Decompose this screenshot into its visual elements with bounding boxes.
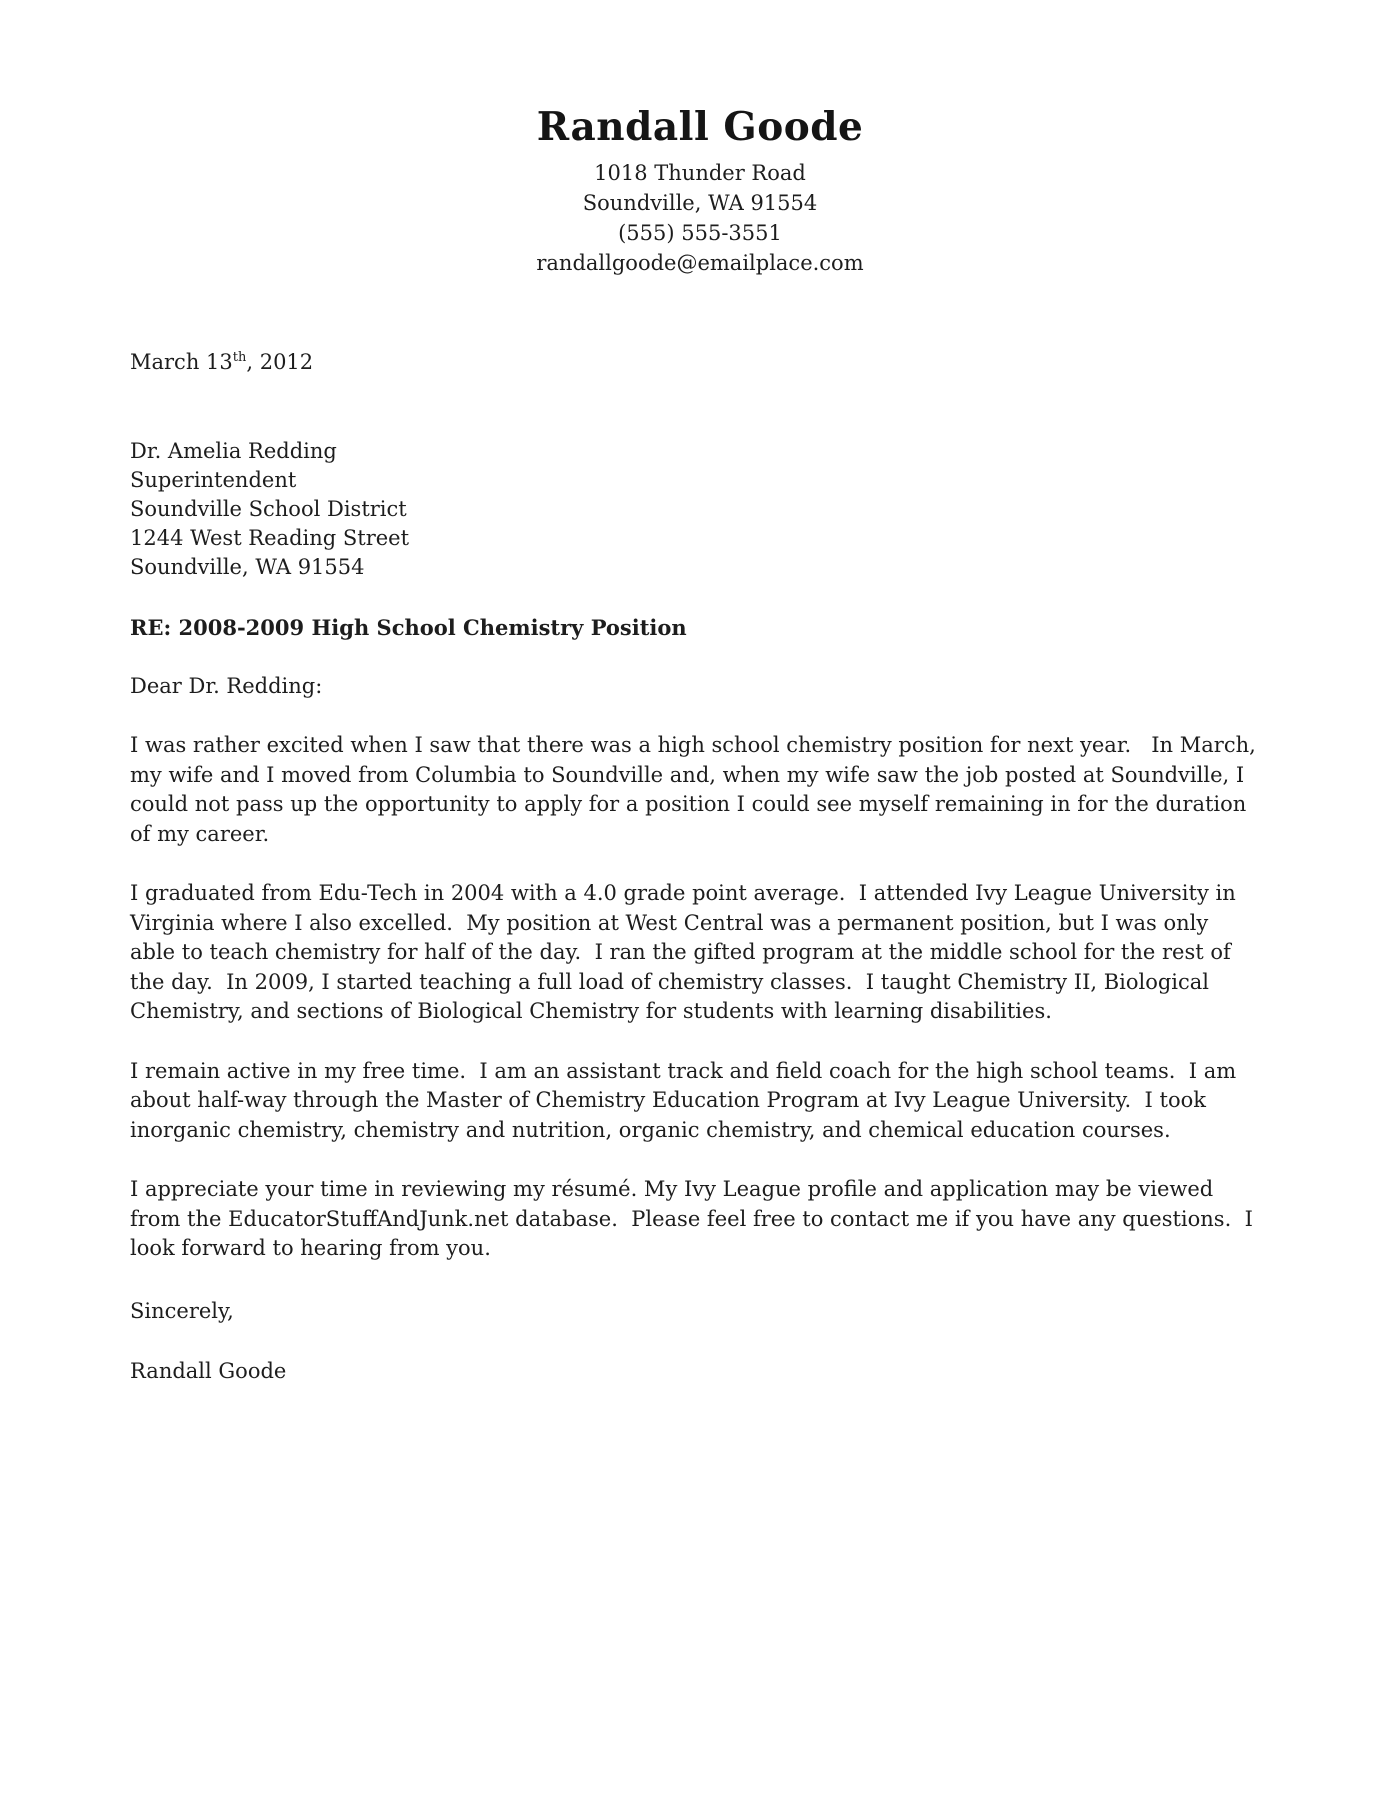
- recipient-name: Dr. Amelia Redding: [130, 439, 337, 463]
- sender-email: randallgoode@emailplace.com: [536, 251, 864, 275]
- recipient-title: Superintendent: [130, 468, 297, 492]
- date-prefix: March 13: [130, 350, 233, 374]
- salutation: Dear Dr. Redding:: [130, 674, 323, 698]
- sender-city-state-zip: Soundville, WA 91554: [582, 191, 818, 215]
- recipient-organization: Soundville School District: [130, 497, 407, 521]
- paragraph-1: I was rather excited when I saw that there was a high school chemistry position for next year. In March, my wife and I moved from Columbia to Soundville and, when my wife saw the job posted at Soundville, I could not pass up the opportunity to apply for a position I could see myself remaining in for the duration of my career.: [130, 733, 1263, 846]
- closing: Sincerely,: [130, 1298, 234, 1323]
- letter-body: [130, 348, 1263, 1386]
- signature-name: Randall Goode: [130, 1358, 287, 1383]
- subject-line: RE: 2008-2009 High School Chemistry Position: [130, 615, 687, 640]
- date-suffix: , 2012: [246, 350, 314, 374]
- paragraph-3: I remain active in my free time. I am an assistant track and field coach for the high school teams. I am about half-way through the Master of Chemistry Education Program at Ivy League University. I took inorganic chemistry, chemistry and nutrition, organic chemistry, and chemical education courses.: [130, 1058, 1243, 1142]
- paragraph-2: I graduated from Edu-Tech in 2004 with a 4.0 grade point average. I attended Ivy League University in Virginia where I also excelled. My position at West Central was a permanent position, but I was only able to teach chemistry for half of the day. I ran the gifted program at the middle school for the rest of the day. In 2009, I started teaching a full load of chemistry classes. I taught Chemistry II, Biological Chemistry, and sections of Biological Chemistry for students with learning disabilities.: [130, 881, 1243, 1023]
- sender-name: Randall Goode: [536, 104, 864, 150]
- sender-contact-block: [0, 158, 1400, 278]
- recipient-street: 1244 West Reading Street: [130, 526, 410, 550]
- recipient-city-state-zip: Soundville, WA 91554: [130, 555, 365, 579]
- sender-phone: (555) 555-3551: [618, 221, 782, 245]
- paragraph-4: I appreciate your time in reviewing my résumé. My Ivy League profile and application may be viewed from the EducatorStuffAndJunk.net database. Please feel free to contact me if you have any questions. I look forward to hearing from you.: [130, 1177, 1260, 1260]
- letterhead: [0, 0, 1400, 278]
- sender-street: 1018 Thunder Road: [594, 161, 806, 185]
- recipient-address-block: [130, 437, 1260, 582]
- date-ordinal-superscript: th: [232, 350, 247, 365]
- letter-date: [130, 348, 1260, 377]
